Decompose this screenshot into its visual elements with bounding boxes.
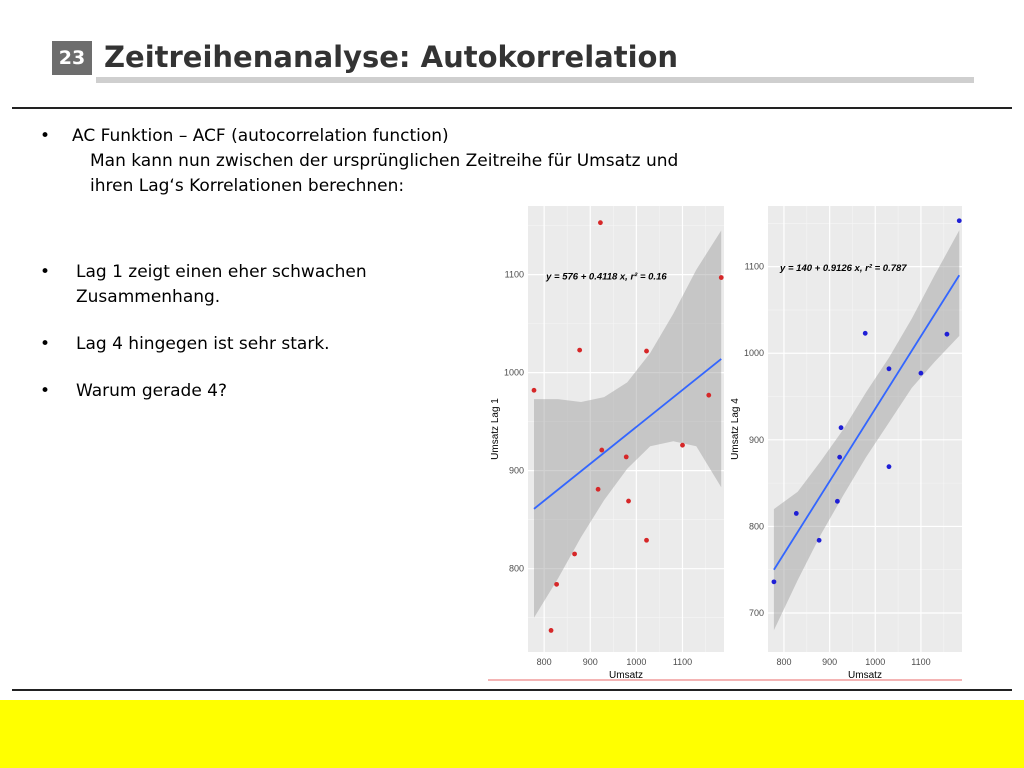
y-tick-label: 1100: [504, 269, 524, 280]
intro-line-3: ihren Lag‘s Korrelationen berechnen:: [90, 176, 405, 196]
bullet-text: Warum gerade 4?: [76, 381, 228, 401]
slide-title: Zeitreihenanalyse: Autokorrelation: [104, 40, 679, 74]
y-tick-label: 800: [508, 563, 524, 574]
data-point: [837, 455, 842, 460]
scatter-charts: [486, 196, 964, 682]
x-tick-label: 1000: [626, 657, 647, 667]
charts-image: [486, 196, 964, 682]
data-point: [532, 388, 537, 393]
data-point: [772, 579, 777, 584]
data-point: [577, 348, 582, 353]
bullet-text: Lag 1 zeigt einen eher schwachen: [76, 262, 367, 282]
bullet-dot: •: [40, 126, 51, 146]
data-point: [644, 349, 649, 354]
data-point: [919, 371, 924, 376]
bullet-text: Zusammenhang.: [76, 287, 221, 307]
intro-line-2: Man kann nun zwischen der ursprünglichen Zeitreihe für Umsatz und: [90, 151, 679, 171]
data-point: [554, 582, 559, 587]
y-tick-label: 700: [748, 608, 764, 619]
bullet-text: Lag 4 hingegen ist sehr stark.: [76, 334, 330, 354]
data-point: [817, 538, 822, 543]
top-divider: [12, 107, 1012, 109]
data-point: [835, 499, 840, 504]
x-axis-label: Umsatz: [848, 670, 882, 681]
data-point: [626, 499, 631, 504]
x-tick-label: 1100: [672, 657, 693, 667]
y-axis-label: Umsatz Lag 1: [490, 398, 501, 460]
data-point: [644, 538, 649, 543]
data-point: [794, 511, 799, 516]
footer-bar: [0, 700, 1024, 768]
data-point: [839, 425, 844, 430]
data-point: [719, 275, 724, 280]
data-point: [887, 366, 892, 371]
x-tick-label: 1100: [911, 657, 931, 667]
data-point: [706, 393, 711, 398]
x-axis-label: Umsatz: [609, 670, 643, 681]
x-tick-label: 800: [536, 657, 552, 667]
data-point: [863, 331, 868, 336]
y-tick-label: 1000: [743, 348, 764, 359]
x-tick-label: 1000: [865, 657, 886, 667]
bullet-dot: •: [40, 262, 51, 282]
y-axis-label: Umsatz Lag 4: [730, 398, 741, 460]
data-point: [680, 443, 685, 448]
data-point: [945, 332, 950, 337]
data-point: [887, 464, 892, 469]
regression-equation: y = 576 + 0.4118 x, r² = 0.16: [546, 271, 667, 283]
data-point: [549, 628, 554, 633]
regression-equation: y = 140 + 0.9126 x, r² = 0.787: [780, 262, 907, 274]
data-point: [624, 455, 629, 460]
intro-line-1: AC Funktion – ACF (autocorrelation function): [72, 126, 449, 146]
y-tick-label: 1100: [744, 261, 764, 272]
slide-number: 23: [52, 41, 92, 75]
data-point: [957, 218, 962, 223]
x-tick-label: 900: [822, 657, 838, 667]
bullet-dot: •: [40, 381, 51, 401]
data-point: [572, 552, 577, 557]
y-tick-label: 900: [508, 465, 524, 476]
data-point: [598, 220, 603, 225]
bullet-dot: •: [40, 334, 51, 354]
y-tick-label: 1000: [503, 367, 524, 378]
y-tick-label: 800: [748, 521, 764, 532]
data-point: [599, 448, 604, 453]
title-underline: [96, 77, 974, 83]
bottom-divider: [12, 689, 1012, 691]
data-point: [596, 487, 601, 492]
x-tick-label: 900: [582, 657, 598, 667]
x-tick-label: 800: [776, 657, 792, 667]
y-tick-label: 900: [748, 434, 764, 445]
